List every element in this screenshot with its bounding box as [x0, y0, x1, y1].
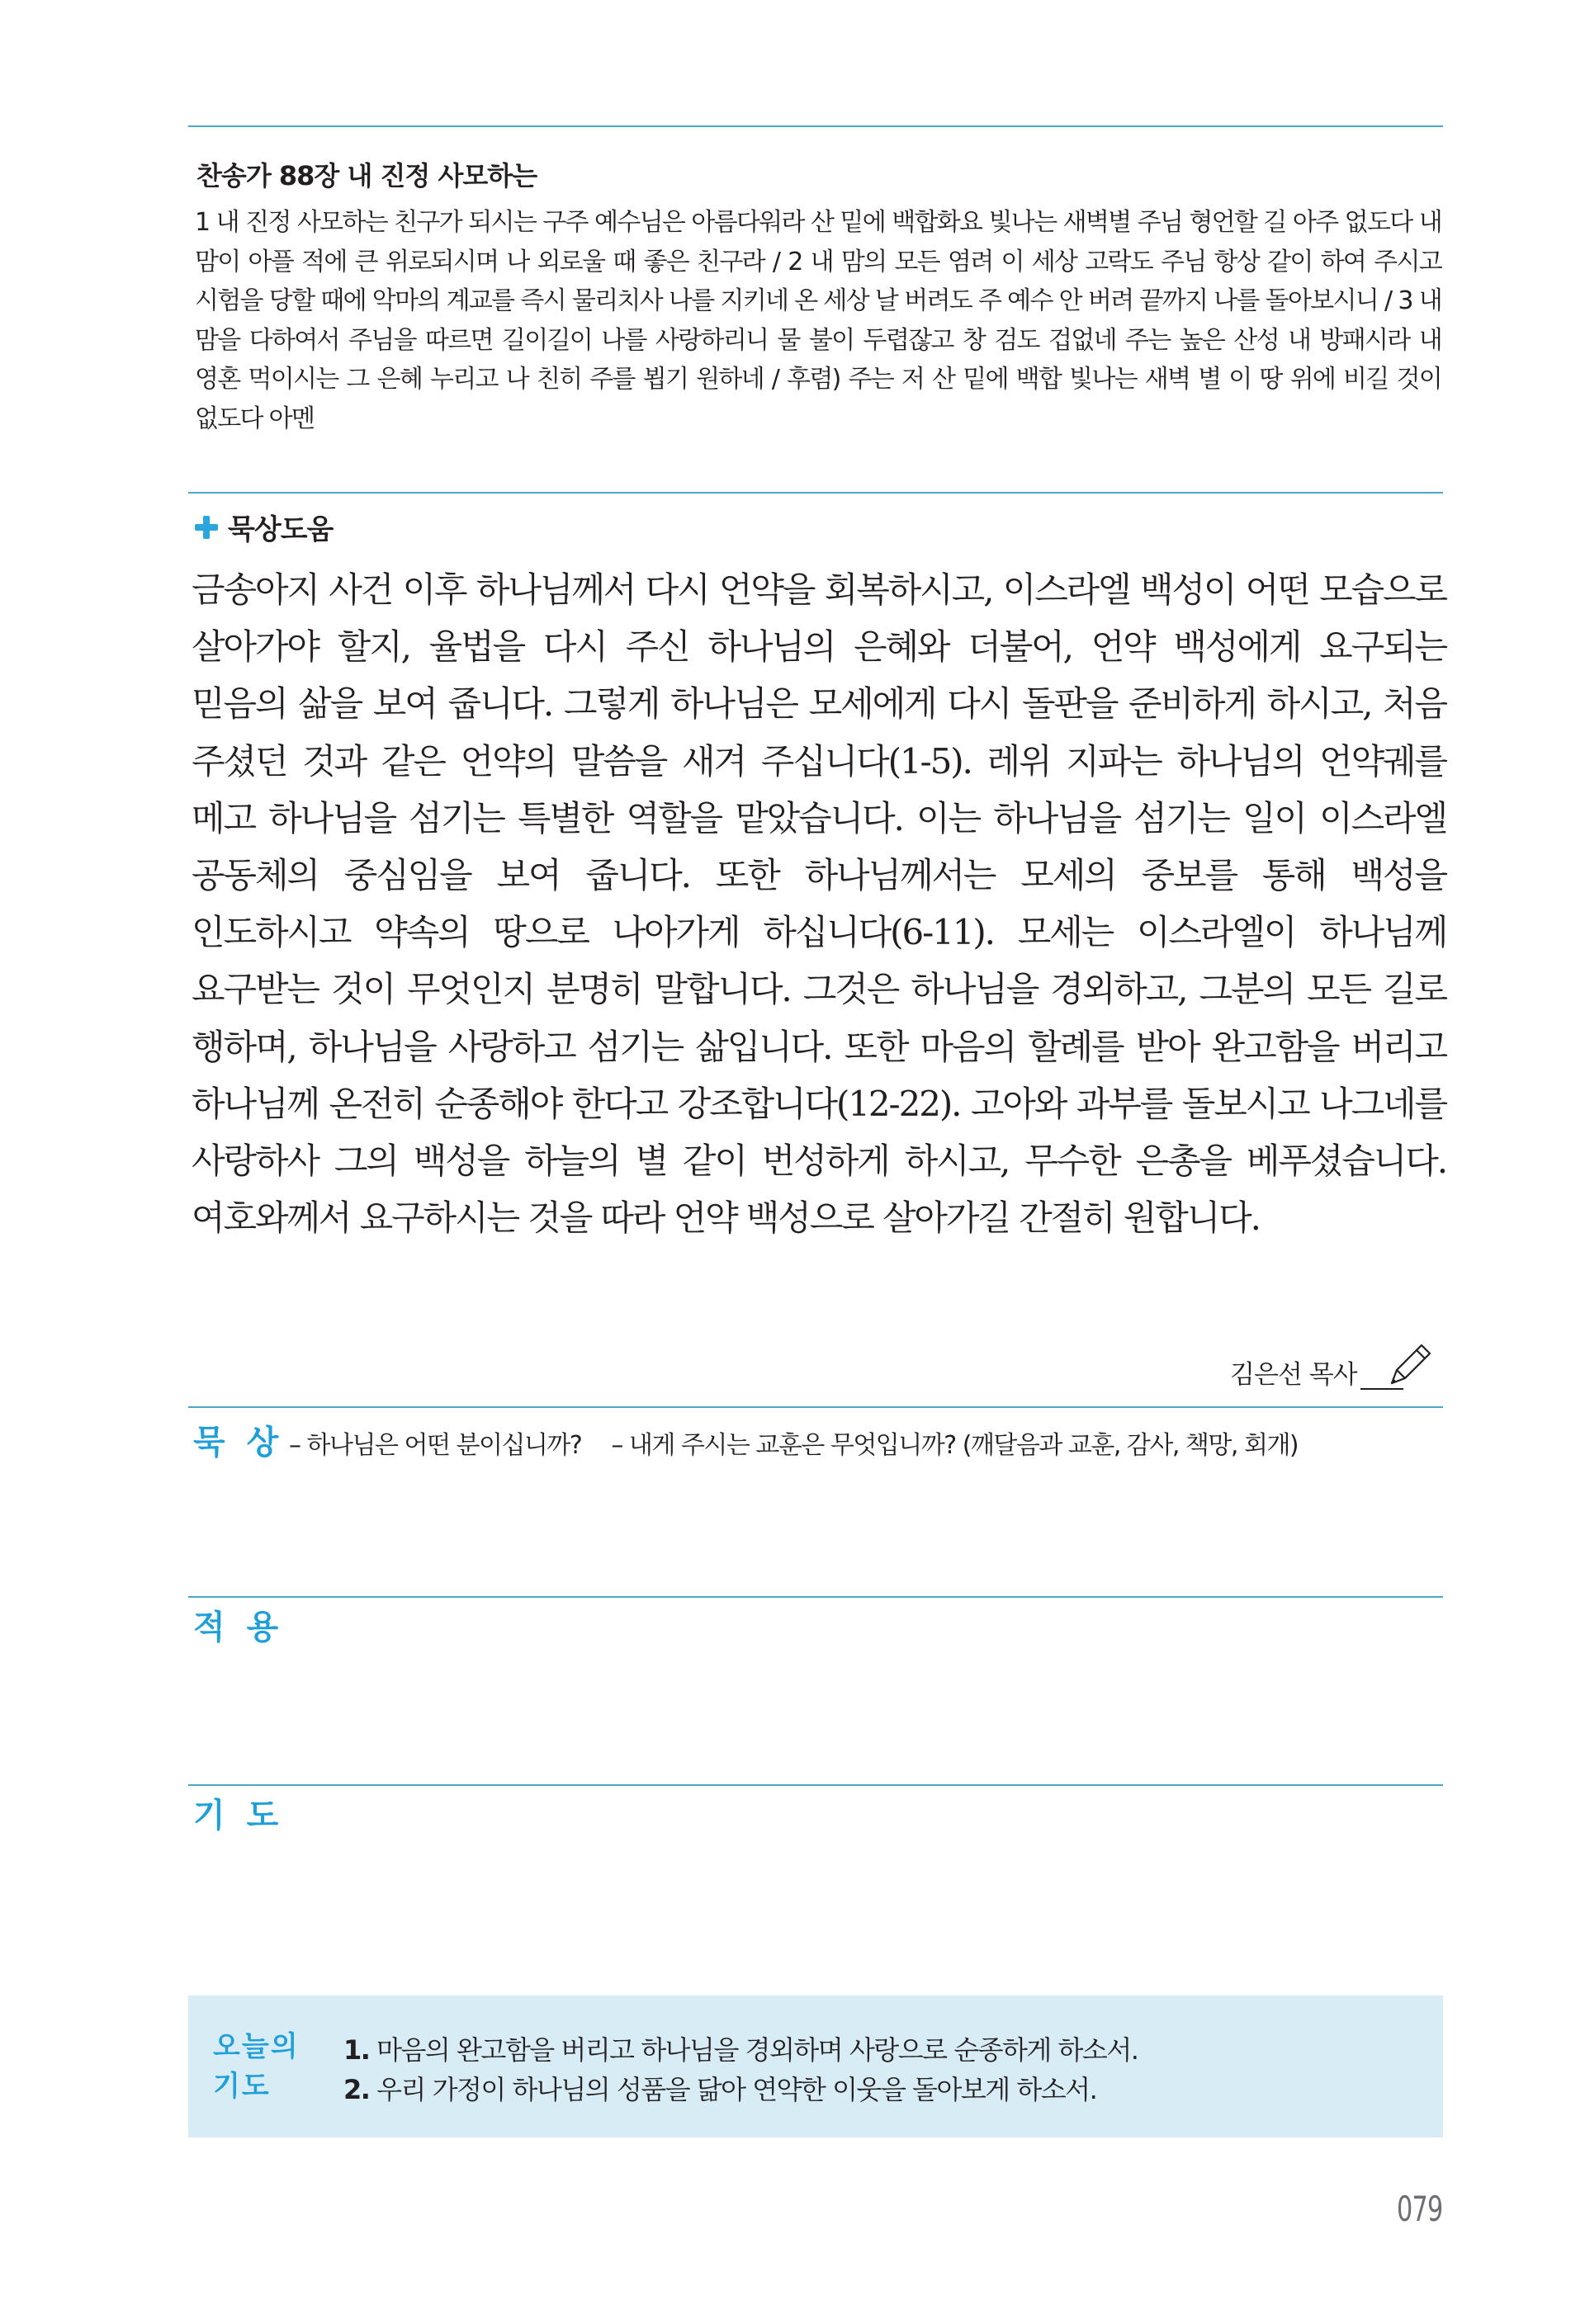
prayer-item-text: 우리 가정이 하나님의 성품을 닮아 연약한 이웃을 돌아보게 하소서. [369, 2074, 1097, 2105]
meditation-prompt-2: – 내게 주시는 교훈은 무엇입니까? (깨달음과 교훈, 감사, 책망, 회개) [611, 1431, 1299, 1460]
prayer-item-number: 2. [343, 2074, 370, 2105]
prayer-item-number: 1. [343, 2034, 370, 2066]
top-divider [188, 125, 1443, 127]
todays-prayer-label-line1: 오늘의 [213, 2030, 300, 2063]
page-number: 079 [1397, 2189, 1443, 2229]
meditation-help-body: 금송아지 사건 이후 하나님께서 다시 언약을 회복하시고, 이스라엘 백성이 어떤 모습으로 살아가야 할지, 율법을 다시 주신 하나님의 은혜와 더불어, 언약 백성에게 요구되는 믿음의 삶을 보여 줍니다. 그렇게 하나님은 모세에게 다시 돌판을 준비하게 하시고, 처음 주셨던 것과 같은 언약의 말씀을 새겨 주십니다(1-5). 레위 지파는 하나님의 언약궤를 메고 하나님을 섬기는 특별한 역할을 맡았습니다. 이는 하나님을 섬기는 일이 이스라엘 공동체의 중심임을 보여 줍니다. 또한 하나님께서는 모세의 중보를 통해 백성을 인도하시고 약속의 땅으로 나아가게 하십니다(6-11). 모세는 이스라엘이 하나님께 요구받는 것이 무엇인지 분명히 말합니다. 그것은 하나님을 경외하고, 그분의 모든 길로 행하며, 하나님을 사랑하고 섬기는 삶입니다. 또한 마음의 할례를 받아 완고함을 버리고 하나님께 온전히 순종해야 한다고 강조합니다(12-22). 고아와 과부를 돌보시고 나그네를 사랑하사 그의 백성을 하늘의 별 같이 번성하게 하시고, 무수한 은총을 베푸셨습니다. 여호와께서 요구하시는 것을 따라 언약 백성으로 살아가길 간절히 원합니다. [192, 569, 1446, 1239]
application-divider [188, 1596, 1443, 1598]
prayer-item [343, 2070, 1138, 2109]
meditation-help-heading-text: 묵상도움 [228, 513, 334, 546]
prayer-divider [188, 1784, 1443, 1786]
meditation-help-heading [195, 507, 333, 547]
prayer-label: 기 도 [193, 1797, 284, 1835]
todays-prayer-label [213, 2027, 300, 2106]
todays-prayer-items [343, 2030, 1138, 2109]
pencil-icon [1384, 1339, 1436, 1391]
hymn-divider [188, 492, 1443, 494]
meditation-prompts [289, 1424, 1321, 1461]
meditation-label: 묵 상 [193, 1424, 284, 1462]
prayer-item [343, 2030, 1138, 2070]
todays-prayer-box [188, 1996, 1443, 2137]
todays-prayer-label-line2: 기도 [213, 2070, 271, 2103]
application-label: 적 용 [193, 1608, 284, 1646]
prayer-item-text: 마음의 완고함을 버리고 하나님을 경외하며 사랑으로 순종하게 하소서. [369, 2034, 1138, 2066]
hymn-title: 찬송가 88장 내 진정 사모하는 [196, 160, 537, 191]
meditation-prompt-1: – 하나님은 어떤 분이십니까? [289, 1431, 582, 1460]
meditation-divider [188, 1406, 1443, 1408]
author-name: 김은선 목사 [1230, 1360, 1357, 1390]
plus-icon [195, 516, 218, 539]
hymn-lyrics: 1 내 진정 사모하는 친구가 되시는 구주 예수님은 아름다워라 산 밑에 백합화요 빛나는 새벽별 주님 형언할 길 아주 없도다 내 맘이 아플 적에 큰 위로되시며 나 외로울 때 좋은 친구라 / 2 내 맘의 모든 염려 이 세상 고락도 주님 항상 같이 하여 주시고 시험을 당할 때에 악마의 계교를 즉시 물리치사 나를 지키네 온 세상 날 버려도 주 예수 안 버려 끝까지 나를 돌아보시니 / 3 내 맘을 다하여서 주님을 따르면 길이길이 나를 사랑하리니 물 불이 두렵잖고 창 검도 겁없네 주는 높은 산성 내 방패시라 내 영혼 먹이시는 그 은혜 누리고 나 친히 주를 뵙기 원하네 / 후렴) 주는 저 산 밑에 백합 빛나는 새벽 별 이 땅 위에 비길 것이 없도다 아멘 [195, 208, 1441, 433]
